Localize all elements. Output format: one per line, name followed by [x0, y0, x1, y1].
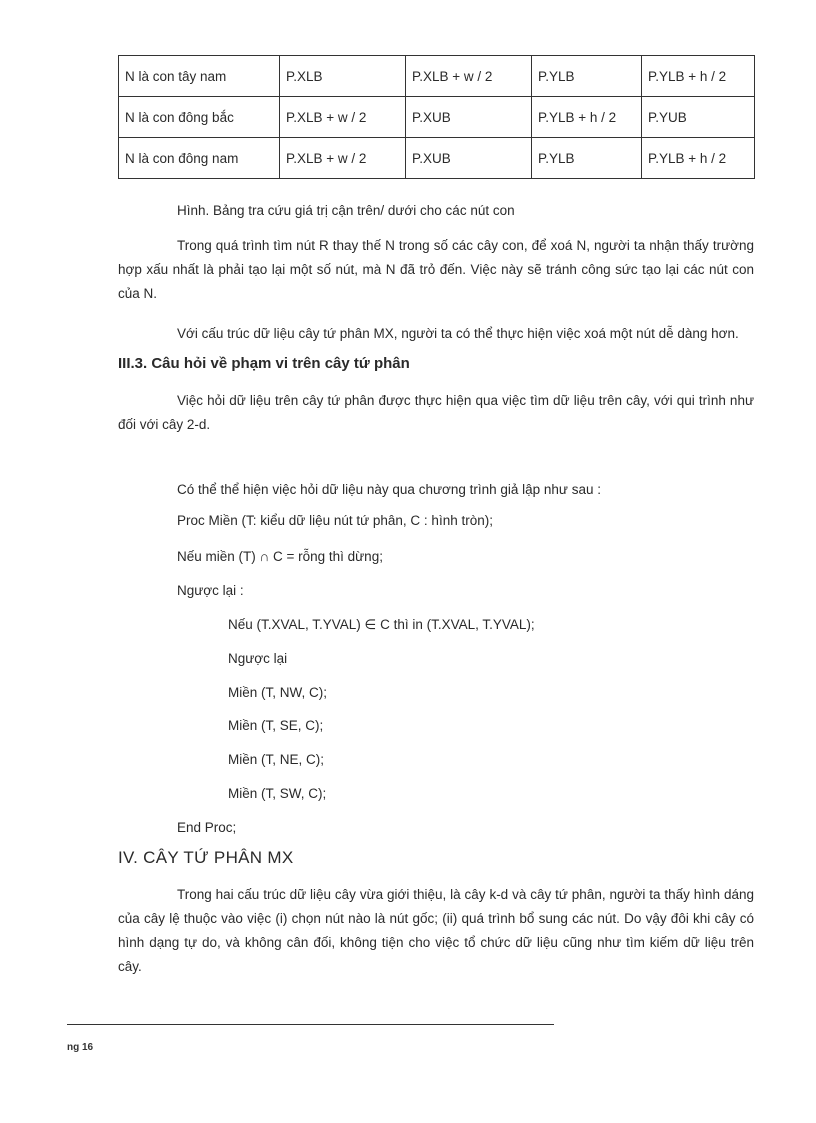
section-heading-iv: IV. CÂY TỨ PHÂN MX — [118, 848, 294, 867]
table-cell: N là con tây nam — [119, 56, 280, 97]
procedure-call-se: Miền (T, SE, C); — [228, 718, 324, 733]
section-heading-iii3: III.3. Câu hỏi về phạm vi trên cây tứ phân — [118, 355, 410, 372]
procedure-inner-if: Nếu (T.XVAL, T.YVAL) ∈ C thì in (T.XVAL, T.YVAL); — [228, 617, 535, 632]
table-row — [119, 97, 755, 138]
procedure-intro: Có thể thể hiện việc hỏi dữ liệu này qua chương trình giả lập như sau : — [177, 482, 601, 497]
table-cell: P.XLB + w / 2 — [406, 56, 532, 97]
table-cell: P.XUB — [406, 138, 532, 179]
paragraph-range-query: Việc hỏi dữ liệu trên cây tứ phân được thực hiện qua việc tìm dữ liệu trên cây, với qui trình như đối với cây 2-d. — [118, 393, 754, 432]
procedure-header: Proc Miền (T: kiểu dữ liệu nút tứ phân, C : hình tròn); — [177, 513, 493, 528]
table-cell: P.YLB — [532, 56, 642, 97]
table-cell: P.YLB + h / 2 — [532, 97, 642, 138]
table-cell: P.YLB + h / 2 — [642, 56, 755, 97]
procedure-call-sw: Miền (T, SW, C); — [228, 786, 327, 801]
footer-divider — [67, 1024, 554, 1025]
table-row — [119, 56, 755, 97]
table-caption: Hình. Bảng tra cứu giá trị cận trên/ dưới cho các nút con — [177, 203, 515, 218]
table-cell: P.XLB — [280, 56, 406, 97]
table-cell: N là con đông nam — [119, 138, 280, 179]
table-cell: P.XLB + w / 2 — [280, 97, 406, 138]
table-cell: N là con đông bắc — [119, 97, 280, 138]
paragraph-mx-delete: Với cấu trúc dữ liệu cây tứ phân MX, người ta có thể thực hiện việc xoá một nút dễ dàng hơn. — [177, 326, 739, 341]
procedure-call-nw: Miền (T, NW, C); — [228, 685, 328, 700]
procedure-end: End Proc; — [177, 820, 237, 835]
paragraph-delete-search: Trong quá trình tìm nút R thay thế N trong số các cây con, để xoá N, người ta nhận thấy trường hợp xấu nhất là phải tạo lại một số nút, mà N đã trỏ đến. Việc này sẽ tránh công sức tạo lại các nút con của N. — [118, 238, 754, 301]
table-cell: P.XLB + w / 2 — [280, 138, 406, 179]
procedure-condition: Nếu miền (T) ∩ C = rỗng thì dừng; — [177, 549, 383, 564]
table-cell: P.YLB + h / 2 — [642, 138, 755, 179]
table-cell: P.XUB — [406, 97, 532, 138]
paragraph-tree-shape: Trong hai cấu trúc dữ liệu cây vừa giới thiệu, là cây k-d và cây tứ phân, người ta thấy hình dáng của cây lệ thuộc vào việc (i) chọn nút nào là nút gốc; (ii) quá trình bổ sung các nút. Do vậy đôi khi cây có hình dạng tự do, và không cân đối, không tiện cho việc tổ chức dữ liệu cũng như tìm kiếm dữ liệu trên cây. — [118, 887, 754, 974]
table-row — [119, 138, 755, 179]
page-number: ng 16 — [67, 1042, 94, 1053]
procedure-else: Ngược lại : — [177, 583, 244, 598]
procedure-call-ne: Miền (T, NE, C); — [228, 752, 325, 767]
table-cell: P.YLB — [532, 138, 642, 179]
table-cell: P.YUB — [642, 97, 755, 138]
procedure-inner-else: Ngược lại — [228, 651, 288, 666]
bounds-table — [118, 55, 755, 179]
